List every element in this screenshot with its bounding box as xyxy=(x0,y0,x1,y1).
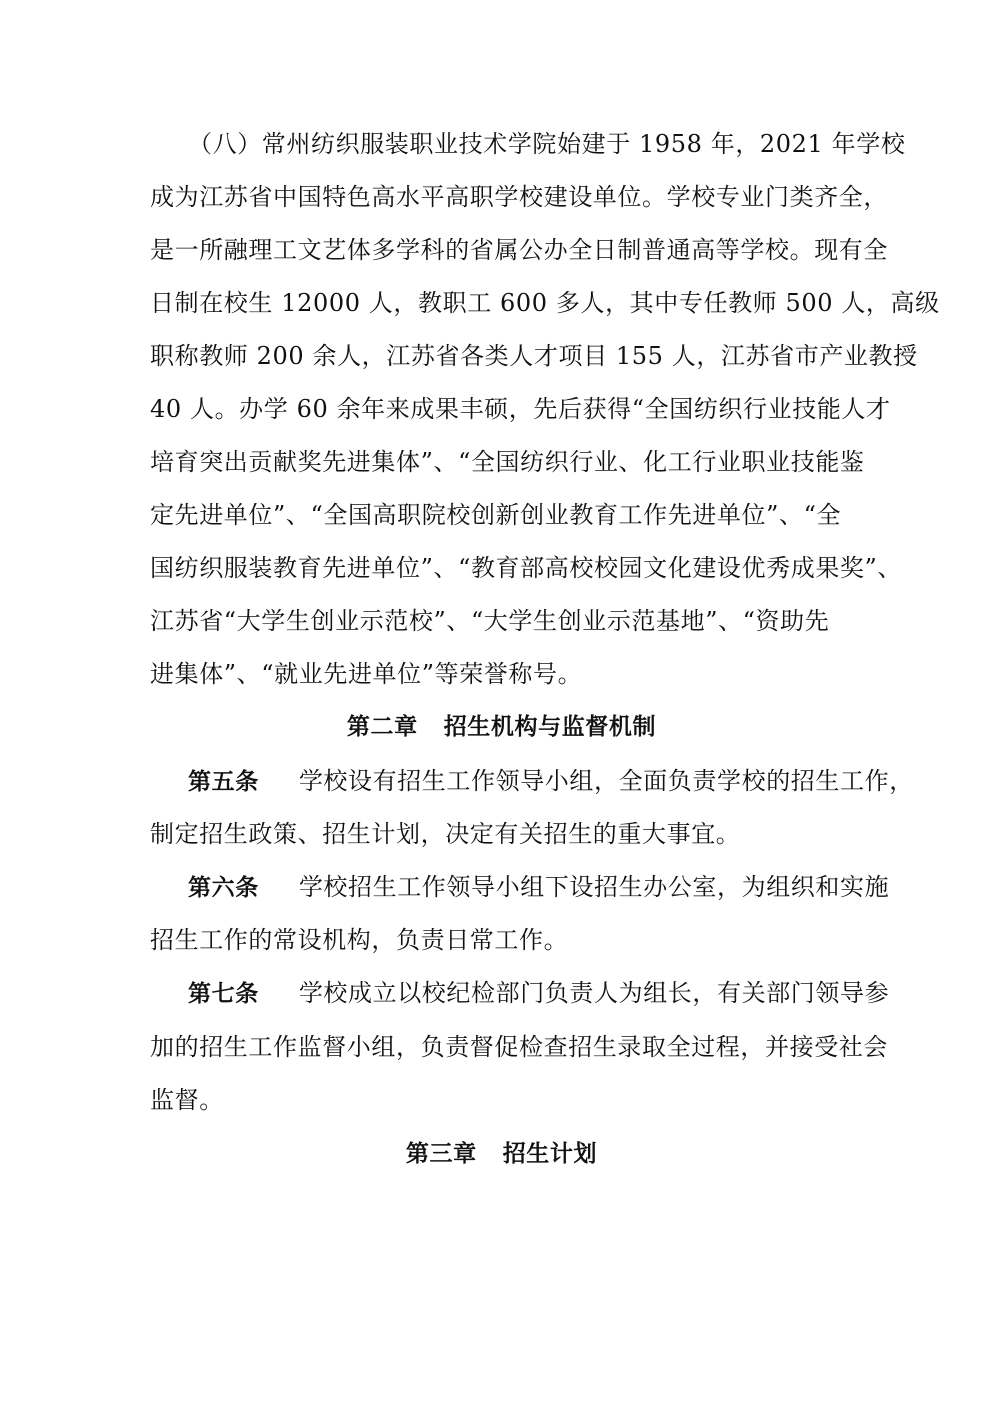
article-line: 招生工作的常设机构，负责日常工作。 xyxy=(150,926,569,954)
paragraph-line: 国纺织服装教育先进单位”、“教育部高校校园文化建设优秀成果奖”、 xyxy=(150,554,903,582)
chapter-title: 招生机构与监督机制 xyxy=(443,714,657,740)
chapter-number: 第二章 xyxy=(346,714,418,740)
paragraph-line: 职称教师 200 余人，江苏省各类人才项目 155 人，江苏省市产业教授 xyxy=(150,342,918,370)
paragraph-line: 定先进单位”、“全国高职院校创新创业教育工作先进单位”、“全 xyxy=(150,501,842,529)
chapter-heading-3 xyxy=(0,1128,1003,1181)
chapter-title: 招生计划 xyxy=(502,1141,598,1167)
paragraph-line: 进集体”、“就业先进单位”等荣誉称号。 xyxy=(150,660,583,688)
article-line: 制定招生政策、招生计划，决定有关招生的重大事宜。 xyxy=(150,820,741,848)
chapter-number: 第三章 xyxy=(405,1141,477,1167)
article-label: 第六条 xyxy=(188,875,259,901)
paragraph-line: 培育突出贡献奖先进集体”、“全国纺织行业、化工行业职业技能鉴 xyxy=(150,448,865,476)
paragraph-line: （八）常州纺织服装职业技术学院始建于 1958 年，2021 年学校 xyxy=(188,130,906,158)
paragraph-line: 日制在校生 12000 人，教职工 600 多人，其中专任教师 500 人，高级 xyxy=(150,289,940,317)
paragraph-line: 江苏省“大学生创业示范校”、“大学生创业示范基地”、“资助先 xyxy=(150,607,830,635)
paragraph-line: 40 人。办学 60 余年来成果丰硕，先后获得“全国纺织行业技能人才 xyxy=(150,395,891,423)
article-text: 学校设有招生工作领导小组，全面负责学校的招生工作， xyxy=(298,767,914,795)
article-label: 第七条 xyxy=(188,981,259,1007)
article-first-line xyxy=(188,755,914,808)
article-first-line xyxy=(188,861,890,914)
chapter-heading-2 xyxy=(0,701,1003,754)
paragraph-line: 成为江苏省中国特色高水平高职学校建设单位。学校专业门类齐全， xyxy=(150,183,888,211)
paragraph-line: 是一所融理工文艺体多学科的省属公办全日制普通高等学校。现有全 xyxy=(150,236,888,264)
article-line: 加的招生工作监督小组，负责督促检查招生录取全过程，并接受社会 xyxy=(150,1033,888,1061)
article-first-line xyxy=(188,967,890,1020)
article-text: 学校成立以校纪检部门负责人为组长，有关部门领导参 xyxy=(298,979,890,1007)
article-line: 监督。 xyxy=(150,1086,224,1114)
article-text: 学校招生工作领导小组下设招生办公室，为组织和实施 xyxy=(298,873,890,901)
article-label: 第五条 xyxy=(188,769,259,795)
